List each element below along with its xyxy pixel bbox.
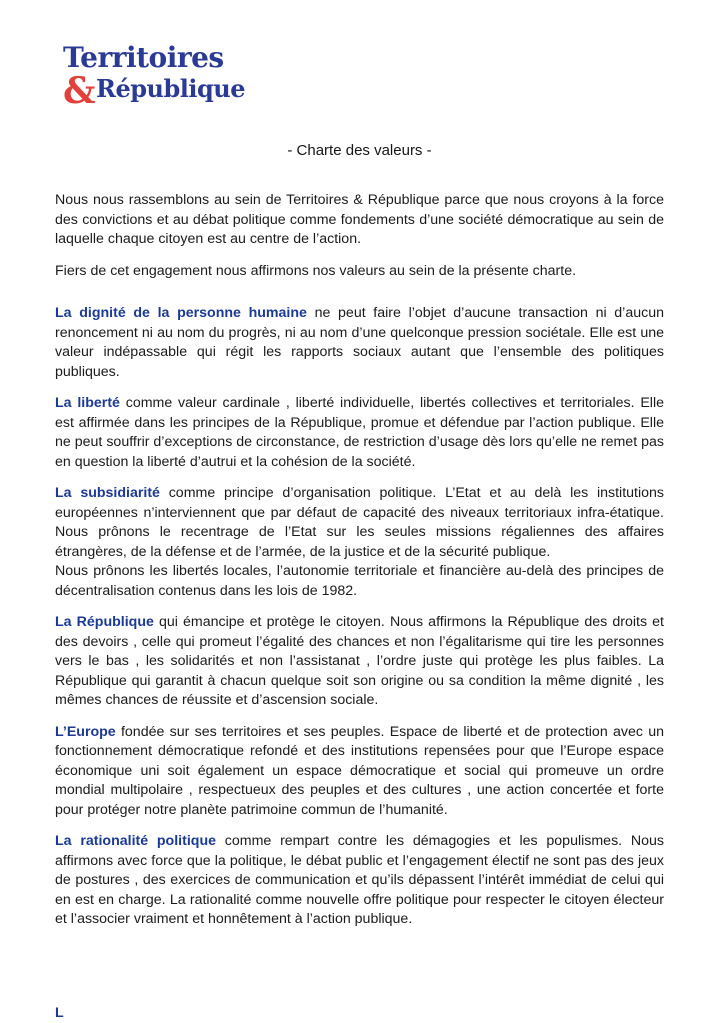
logo-ampersand: &: [63, 70, 96, 112]
paragraph-text: comme rempart contre les démagogies et les populismes. Nous affirmons avec force que la politique, le débat public et l’engagement électif ne sont pas des jeux de postures , des exercices de communication et qu’ils dépassent l’intérêt immédiat de celui qui en est en charge. La rationalité comme nouvelle offre politique pour respecter le citoyen électeur et l’associer vraiment et honnêtement à l’action publique.: [55, 833, 664, 927]
paragraph-text: fondée sur ses territoires et ses peuples. Espace de liberté et de protection avec un fonctionnement démocratique refondé et des institutions repensées pour que l’Europe espace économique uni soit également un espace démocratique et social qui promeuve un ordre mondial multipolaire , respectueux des peuples et des cultures , une action concertée et forte pour protéger notre planète patrimoine commun de l’humanité.: [55, 723, 664, 818]
value-heading-rationalite: La rationalité politique: [55, 833, 217, 849]
charter-body: [55, 191, 664, 942]
logo-territoires-republique: [63, 41, 245, 112]
value-heading-subsidiarite: La subsidiarité: [55, 485, 160, 501]
paragraph-text: qui émancipe et protège le citoyen. Nous affirmons la République des droits et des devoirs , celle qui promeut l’égalité des chances et non l’égalitarisme qui tire les personnes vers le bas , les solidarités et non l’assistanat , l’ordre juste qui protège les plus faibles. La République qui garantit à chacun quelque soit son origine ou sa condition la même dignité , les mêmes chances de réussite et d’ascension sociale.: [55, 614, 664, 708]
paragraph-rationalite: [55, 832, 664, 930]
paragraph-text: ne peut faire l’objet d’aucune transaction ni d’aucun renoncement ni au nom du progrès, ni au nom d’une quelconque pression sociétale. Elle est une valeur indépassable qui régit les rapports sociaux autant que l’ensemble des politiques publiques.: [55, 305, 664, 380]
page-title: - Charte des valeurs -: [287, 142, 432, 159]
paragraph-text: Nous nous rassemblons au sein de Territoires & République parce que nous croyons à la force des convictions et au débat politique comme fondements d’une société démocratique au sein de laquelle chaque citoyen est au centre de l’action.: [55, 192, 664, 247]
paragraph-dignite: [55, 304, 664, 382]
paragraph-text: comme valeur cardinale , liberté individuelle, libertés collectives et territoriales. Elle est affirmée dans les principes de la République, promue et défendue par l’action publique. Elle ne peut souffrir d’exceptions de circonstance, de restriction d’usage dès lors qu’elle ne remet pas en question la liberté d’autrui et la cohésion de la société.: [55, 395, 664, 470]
logo-text-republique: République: [96, 74, 245, 103]
paragraph-text: Fiers de cet engagement nous affirmons nos valeurs au sein de la présente charte.: [55, 262, 577, 279]
value-heading-dignite: La dignité de la personne humaine: [55, 305, 307, 321]
value-heading-liberte: La liberté: [55, 395, 120, 411]
value-heading-europe: L’Europe: [55, 723, 116, 740]
paragraph-republique: [55, 613, 664, 711]
paragraph-intro: [55, 191, 664, 250]
next-section-heading-fragment: L: [55, 1005, 64, 1021]
paragraph-text-line2: Nous prônons les libertés locales, l’autonomie territoriale et financière au-delà des principes de décentralisation contenus dans les lois de 1982.: [55, 563, 664, 599]
value-heading-republique: La République: [55, 614, 154, 630]
paragraph-text: comme principe d’organisation politique. L’Etat et au delà les institutions européennes n’interviennent que par défaut de capacité des niveaux territoriaux infra-étatique. Nous prônons le recentrage de l’Etat sur les seules missions régaliennes des affaires étrangères, de la défense et de l’armée, de la justice et de la sécurité publique.: [55, 485, 664, 560]
paragraph-europe: [55, 723, 664, 821]
paragraph-engagement: [55, 262, 664, 282]
logo-text-territoires: Territoires: [63, 41, 224, 74]
paragraph-subsidiarite: [55, 484, 664, 601]
logo-line2: [63, 70, 245, 112]
paragraph-liberte: [55, 394, 664, 472]
